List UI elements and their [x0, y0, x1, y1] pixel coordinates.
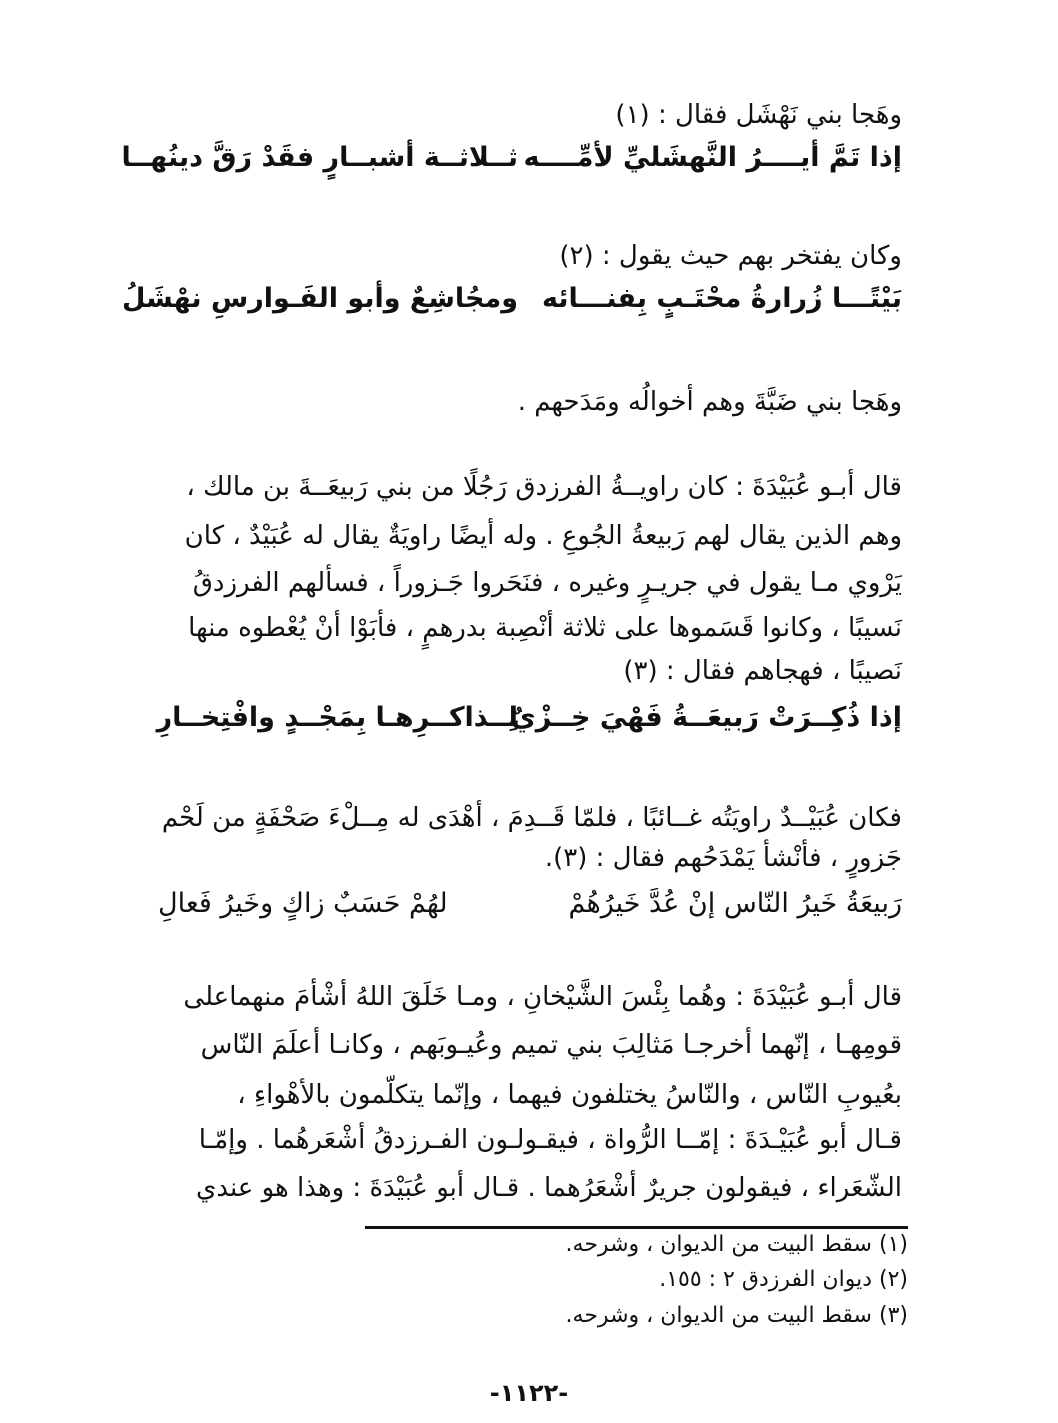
block4-verse-second-hemistich: لِــذاكــرِهـا بِمَجْــدٍ وافْتِخــارِ: [156, 702, 518, 733]
block1-verse-second-hemistich: ثــلاثــة أشبــارٍ فقَدْ رَقَّ دينُهــا: [121, 142, 518, 173]
block5-line-1: فكان عُبَيْــدٌ راويَتُه غــائبًا ، فلمّا قَــدِمَ ، أهْدَى له مِــلْءَ صَحْفَةٍ من لَحْم: [161, 803, 902, 833]
block4-line-2: وهم الذين يقال لهم رَبيعةُ الجُوعِ . وله أيضًا راويَةٌ يقال له عُبَيْدٌ ، كان: [184, 521, 902, 551]
footnote-3: (٣) سقط البيت من الديوان ، وشرحه.: [565, 1303, 908, 1328]
block4-verse-first-hemistich: إذا ذُكِــرَتْ رَبيعَــةُ فَهْيَ خِــزْيٌ: [511, 702, 902, 733]
block6-line-1: قال أبـو عُبَيْدَةَ : وهُما بِئْسَ الشَّيْخانِ ، ومـا خَلَقَ اللهُ أشْأمَ منهماعلى: [183, 982, 902, 1012]
block4-line-3: يَرْوي مـا يقول في جريـرٍ وغيره ، فنَحَروا جَـزوراً ، فسألهم الفرزدقُ: [192, 568, 902, 598]
block4-line-5: نَصيبًا ، فهجاهم فقال : (٣): [623, 656, 902, 686]
block2-verse-second-hemistich: ومجُاشِعٌ وأبو الفَـوارسِ نهْشَلُ: [122, 283, 518, 314]
block4-line-1: قال أبـو عُبَيْدَةَ : كان راويــةُ الفرزدق رَجُلًا من بني رَبيعَــةَ بن مالك ،: [186, 472, 902, 502]
block5-verse-second-hemistich: لهُمْ حَسَبٌ زاكٍ وخَيرُ فَعالِ: [158, 888, 448, 919]
block1-verse-first-hemistich: إذا تَمَّ أيــــرُ النَّهشَليِّ لأمِّــــه: [523, 142, 902, 173]
block6-line-4: قـال أبو عُبَيْـدَةَ : إمّــا الرُّواة ، فيقـولـون الفـرزدقُ أشْعَرهُما . وإمّـا: [198, 1125, 902, 1155]
block5-verse-first-hemistich: رَبيعَةُ خَيرُ النّاس إنْ عُدَّ خَيرُهُمْ: [568, 888, 902, 919]
block6-line-2: قومِهـا ، إنّهما أخرجـا مَثالِبَ بني تميم وعُيـوبَهم ، وكانـا أعلَمَ النّاس: [200, 1030, 902, 1060]
block2-verse-first-hemistich: بَيْتًـــا زُرارةُ محْتَـبٍ بِفنـــائه: [542, 283, 902, 314]
block6-line-5: الشّعَراء ، فيقولون جريرٌ أشْعَرُهما . قـال أبو عُبَيْدَةَ : وهذا هو عندي: [196, 1173, 902, 1203]
footnote-2: (٢) ديوان الفرزدق ٢ : ١٥٥.: [659, 1267, 908, 1292]
block4-line-4: نَسيبًا ، وكانوا قَسَموها على ثلاثة أنْصِبة بدرهمٍ ، فأبَوْا أنْ يُعْطوه منها: [188, 613, 902, 643]
page-number: -١١٢٢-: [489, 1379, 569, 1407]
block5-line-2: جَزورٍ ، فأنْشأ يَمْدَحُهم فقال : (٣).: [544, 843, 902, 873]
block6-line-3: بعُيوبِ النّاس ، والنّاسُ يختلفون فيهما ، وإنّما يتكلّمون بالأهْواءِ ،: [237, 1080, 902, 1110]
block2-intro: وكان يفتخر بهم حيث يقول : (٢): [559, 241, 902, 271]
block1-intro: وهَجا بني نَهْشَل فقال : (١): [615, 100, 902, 130]
footnote-1: (١) سقط البيت من الديوان ، وشرحه.: [565, 1232, 908, 1257]
block3-line: وهَجا بني ضَبَّةَ وهم أخوالُه ومَدَحهم .: [517, 387, 902, 417]
